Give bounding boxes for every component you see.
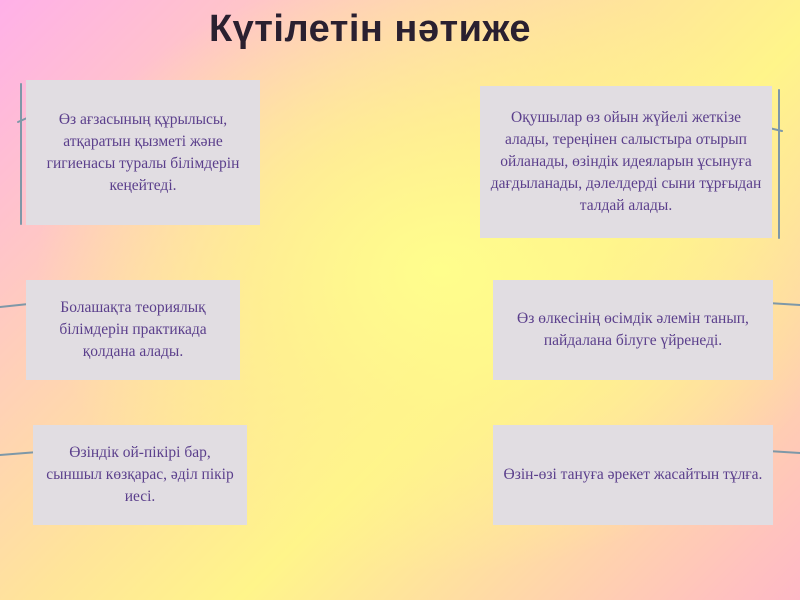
outcome-box-1 [26, 80, 260, 225]
outcome-text: Өзіндік ой-пікірі бар, сыншыл көзқарас, әділ пікір иесі. [46, 444, 234, 505]
outcome-text: Оқушылар өз ойын жүйелі жеткізе алады, тереңінен салыстыра отырып ойланады, өзіндік идеяларын ұсынуға дағдыланады, дәлелдерді сыни тұрғыдан талдай алады. [490, 109, 762, 214]
outcome-text: Болашақта теориялық білімдерін практикада қолдана алады. [59, 299, 207, 360]
outcome-text: Өз ағзасының құрылысы, атқаратын қызметі және гигиенасы туралы білімдерін кеңейтеді. [46, 110, 240, 194]
outcome-box-5 [33, 425, 247, 525]
slide-title: Күтілетін нәтиже [208, 8, 532, 50]
outcome-box-6 [493, 425, 773, 525]
outcome-box-3 [26, 280, 240, 380]
outcome-box-4 [493, 280, 773, 380]
outcome-box-2 [480, 86, 772, 238]
outcome-text: Өз өлкесінің өсімдік әлемін танып, пайдалана білуге үйренеді. [517, 310, 749, 349]
outcome-text: Өзін-өзі тануға әрекет жасайтын тұлға. [503, 466, 763, 483]
